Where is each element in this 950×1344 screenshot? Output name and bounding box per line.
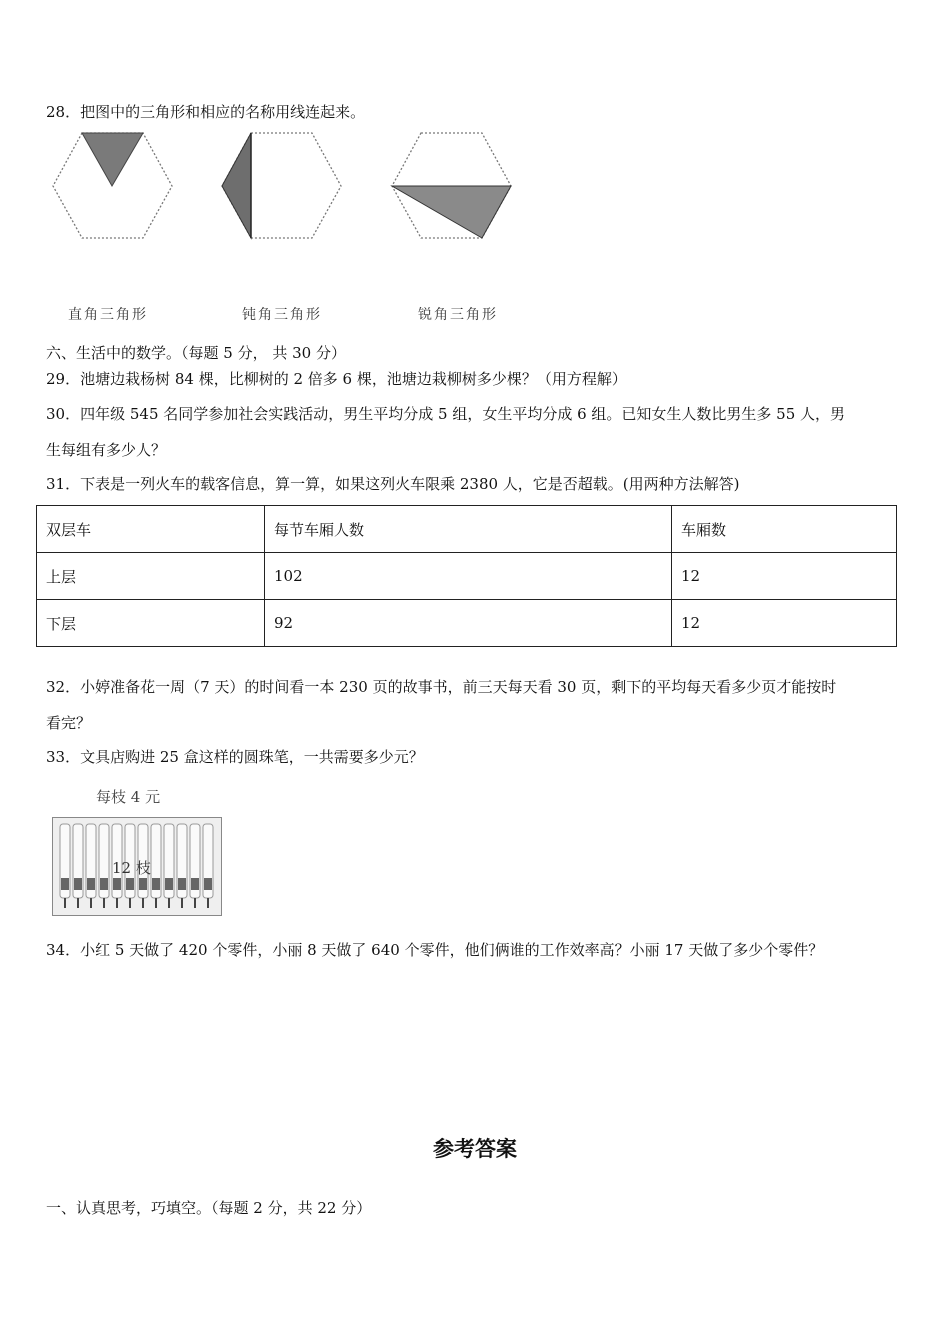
- answer-title: 参考答案: [433, 1136, 517, 1161]
- label-acute-triangle: 锐角三角形: [418, 307, 498, 323]
- section-6-heading: 六、生活中的数学。（每题 5 分， 共 30 分）: [46, 344, 346, 362]
- label-obtuse-triangle: 钝角三角形: [242, 307, 322, 323]
- shaded-triangle-2: [222, 133, 251, 238]
- question-30-line-2: 生每组有多少人？: [46, 441, 167, 459]
- question-32-line-1: 32．小婷准备花一周（7 天）的时间看一本 230 页的故事书，前三天每天看 30 页，剩下的平均每天看多少页才能按时: [46, 678, 837, 696]
- table-cell: 12: [672, 553, 897, 600]
- shaded-triangle-3: [392, 186, 511, 238]
- question-29: 29．池塘边栽杨树 84 棵，比柳树的 2 倍多 6 棵，池塘边栽柳树多少棵？（用方程解）: [46, 370, 627, 388]
- pen-count-label: 12 枝: [112, 859, 151, 877]
- table-cell: 12: [672, 600, 897, 647]
- hexagon-figure-3: [389, 130, 514, 242]
- table-cell: 下层: [37, 600, 265, 647]
- table-cell: 上层: [37, 553, 265, 600]
- hexagon-figure-2: [219, 130, 344, 242]
- shaded-triangle-1: [82, 133, 143, 186]
- pen-price-label: 每枝 4 元: [96, 788, 161, 806]
- question-30-line-1: 30．四年级 545 名同学参加社会实践活动，男生平均分成 5 组，女生平均分成 6 组。已知女生人数比男生多 55 人，男: [46, 405, 846, 423]
- table-header-cell: 双层车: [37, 506, 265, 553]
- answer-section-1: 一、认真思考，巧填空。（每题 2 分，共 22 分）: [46, 1199, 372, 1217]
- hexagon-figure-1: [50, 130, 175, 242]
- table-cell: 102: [265, 553, 672, 600]
- question-28: 28．把图中的三角形和相应的名称用线连起来。: [46, 103, 366, 121]
- question-31: 31．下表是一列火车的载客信息，算一算，如果这列火车限乘 2380 人，它是否超载。(用两种方法解答): [46, 475, 740, 493]
- label-right-triangle: 直角三角形: [68, 307, 148, 323]
- question-34: 34．小红 5 天做了 420 个零件，小丽 8 天做了 640 个零件，他们俩谁的工作效率高？小丽 17 天做了多少个零件？: [46, 941, 824, 959]
- question-33: 33．文具店购进 25 盒这样的圆珠笔，一共需要多少元？: [46, 748, 424, 766]
- table-header-cell: 车厢数: [672, 506, 897, 553]
- table-header-cell: 每节车厢人数: [265, 506, 672, 553]
- train-table: [36, 505, 897, 647]
- table-row: [37, 553, 897, 600]
- table-header-row: [37, 506, 897, 553]
- question-32-line-2: 看完？: [46, 714, 92, 732]
- table-row: [37, 600, 897, 647]
- table-cell: 92: [265, 600, 672, 647]
